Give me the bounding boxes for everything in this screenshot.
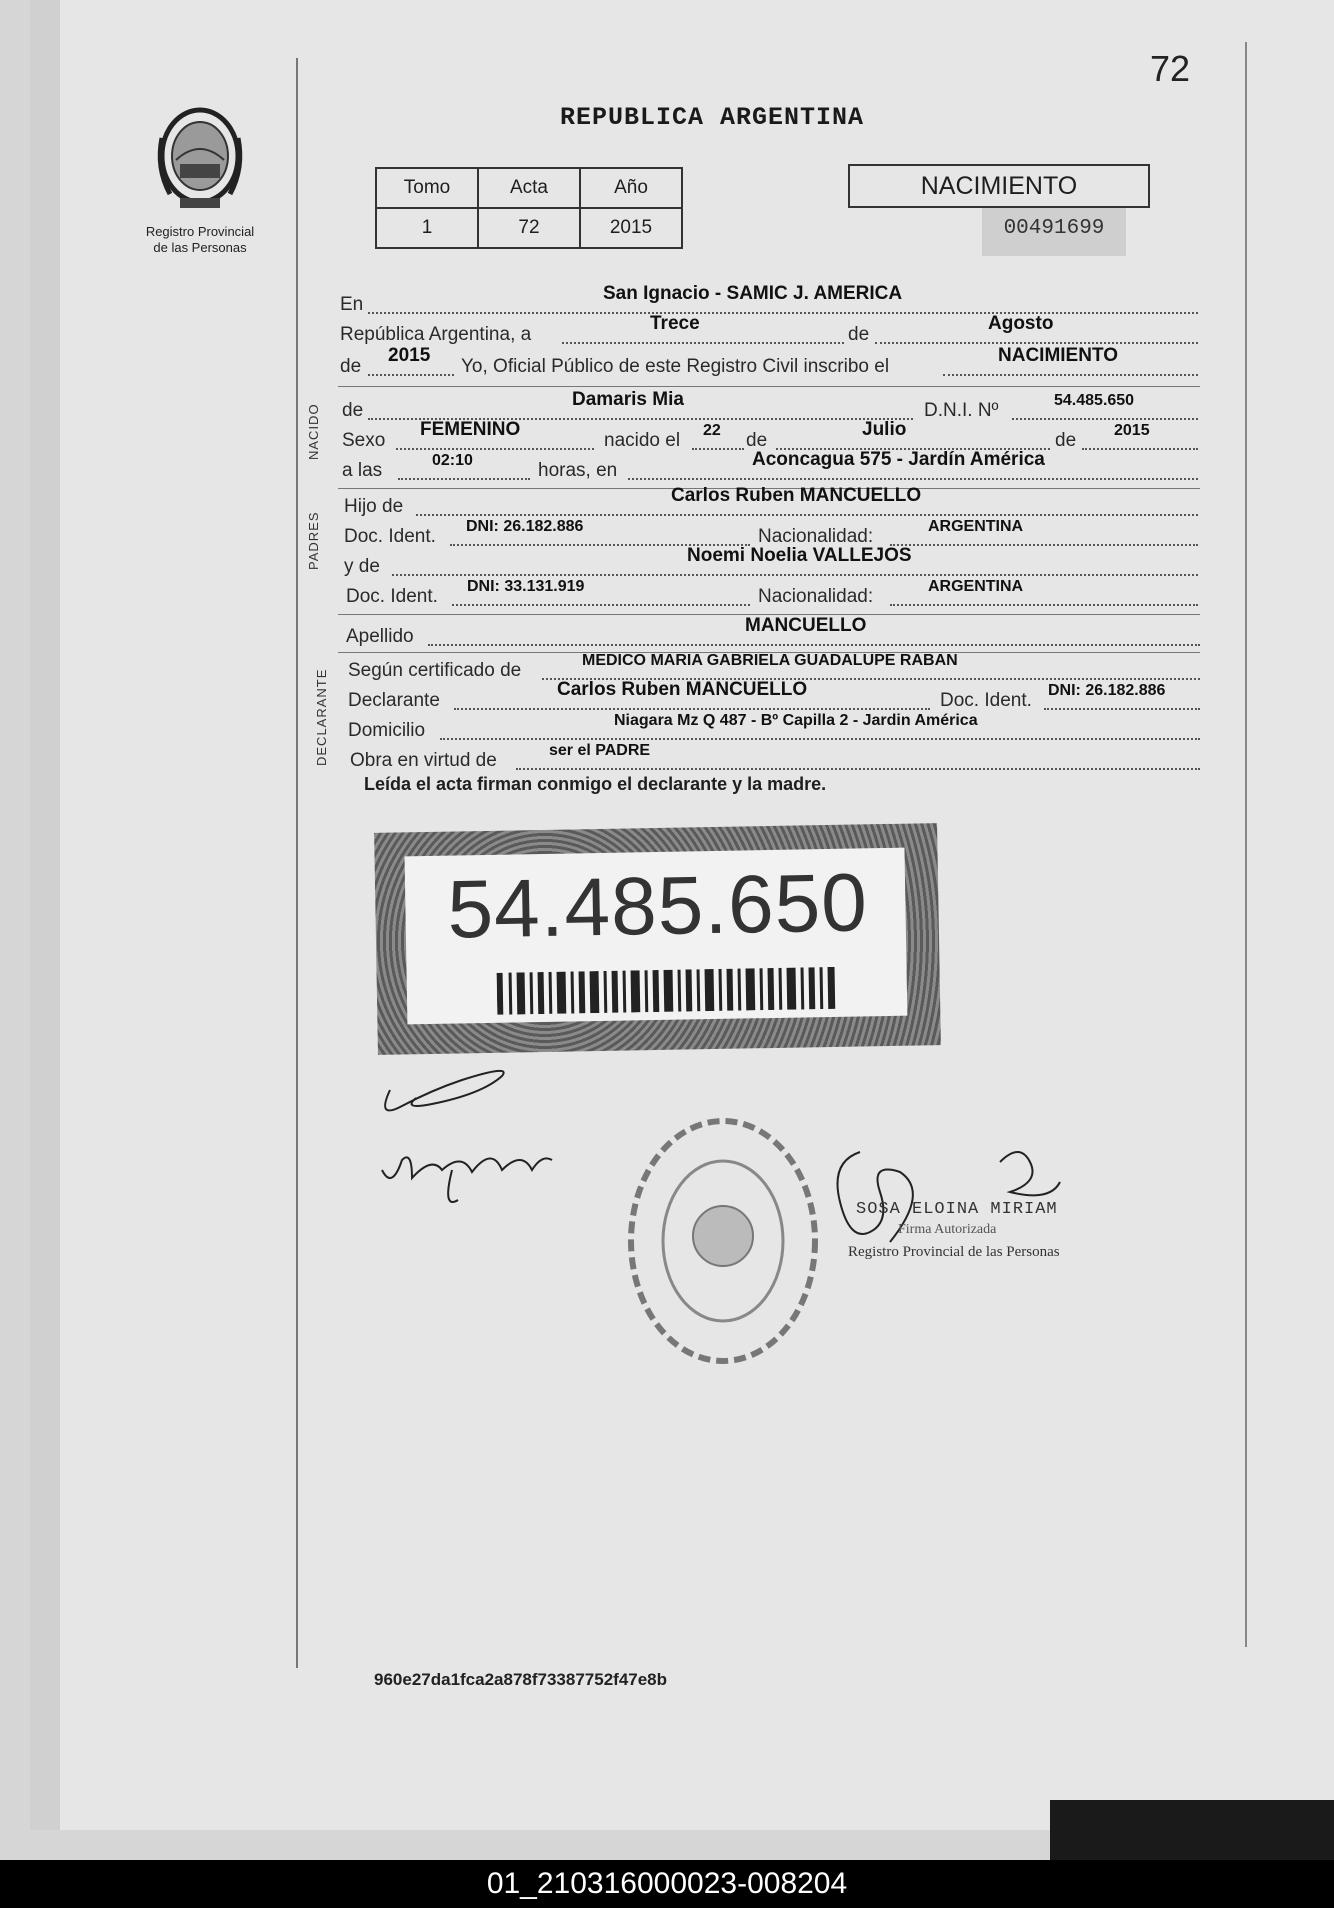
- row-declarante: [0, 679, 1334, 714]
- anio-value: 2015: [388, 345, 431, 366]
- nombre-value: Damaris Mia: [572, 389, 684, 410]
- section-label-padres: PADRES: [306, 511, 321, 570]
- nacido-label: nacido el: [604, 430, 681, 451]
- acta-header-acta: Acta: [478, 168, 580, 208]
- nacionalidad-label: Nacionalidad:: [758, 526, 874, 547]
- footer-id: 01_210316000023-008204: [0, 1860, 1334, 1908]
- apellido-label: Apellido: [346, 626, 414, 647]
- acta-value-acta: 72: [478, 208, 580, 248]
- acta-table-header: [376, 168, 682, 208]
- official-office: Registro Provincial de las Personas: [848, 1244, 1060, 1260]
- nacionalidad-label-2: Nacionalidad:: [758, 586, 874, 607]
- en-label: En: [340, 294, 364, 315]
- row-nombre: [0, 389, 1334, 424]
- dotted-line: [1044, 708, 1200, 710]
- declarante-value: Carlos Ruben MANCUELLO: [557, 679, 808, 700]
- acta-header-tomo: Tomo: [376, 168, 478, 208]
- acta-value-anio: 2015: [580, 208, 682, 248]
- doc-label-3: Doc. Ident.: [940, 690, 1032, 711]
- apellido-value: MANCUELLO: [745, 615, 867, 636]
- dotted-line: [943, 374, 1198, 376]
- dotted-line: [452, 604, 750, 606]
- document-hash: 960e27da1fca2a878f73387752f47e8b: [374, 1670, 668, 1689]
- coat-of-arms-icon: [150, 98, 250, 218]
- scan-background: [1050, 1800, 1334, 1860]
- dni-sticker: [374, 823, 941, 1055]
- dotted-line: [398, 478, 530, 480]
- segun-label: Según certificado de: [348, 660, 522, 681]
- seal-label-line2: de las Personas: [153, 240, 247, 255]
- row-fecha: [0, 313, 1334, 348]
- row-padre: [0, 485, 1334, 520]
- dotted-line: [628, 478, 1198, 480]
- nacimiento-mes: Julio: [862, 419, 907, 440]
- right-margin-line: [1245, 42, 1247, 1647]
- row-domicilio: [0, 712, 1334, 744]
- alas-label: a las: [342, 460, 383, 481]
- acta-table: [375, 167, 683, 249]
- dotted-line: [875, 342, 1198, 344]
- serial-number: 00491699: [982, 208, 1126, 256]
- dotted-line: [428, 644, 1200, 646]
- row-hora: [0, 449, 1334, 484]
- horas-label: horas, en: [538, 460, 618, 481]
- sexo-label: Sexo: [342, 430, 386, 451]
- page-number: 72: [1150, 48, 1191, 89]
- lugar-value: Aconcagua 575 - Jardín América: [752, 449, 1045, 470]
- tipo-value: NACIMIENTO: [998, 345, 1118, 366]
- dotted-line: [416, 514, 1198, 516]
- provincial-seal: [130, 98, 270, 263]
- document-title: REPUBLICA ARGENTINA: [560, 103, 865, 132]
- record-type-box: NACIMIENTO: [848, 164, 1150, 208]
- dia-value: Trece: [650, 313, 700, 334]
- signature-declarante: [372, 1060, 572, 1220]
- closing-statement: Leída el acta firman conmigo el declarante y la madre.: [364, 774, 827, 794]
- nacimiento-anio: 2015: [1114, 422, 1150, 439]
- de-label: de: [848, 324, 870, 345]
- en-value: San Ignacio - SAMIC J. AMERICA: [603, 283, 903, 304]
- row-madre: [0, 545, 1334, 580]
- declarante-doc: DNI: 26.182.886: [1048, 682, 1166, 699]
- dotted-line: [368, 312, 1198, 314]
- doc-label-2: Doc. Ident.: [346, 586, 438, 607]
- acta-header-anio: Año: [580, 168, 682, 208]
- dotted-line: [562, 342, 844, 344]
- mes-value: Agosto: [988, 313, 1054, 334]
- dotted-line: [516, 768, 1200, 770]
- padre-doc: DNI: 26.182.886: [466, 518, 584, 535]
- de-label-4: de: [746, 430, 768, 451]
- obra-label: Obra en virtud de: [350, 750, 497, 771]
- de-label-2: de: [340, 356, 362, 377]
- paper-edge: [30, 0, 60, 1830]
- hospital-stamp: [618, 1106, 828, 1376]
- domicilio-label: Domicilio: [348, 720, 426, 741]
- dotted-line: [396, 448, 594, 450]
- obra-value: ser el PADRE: [549, 742, 651, 759]
- dni-sticker-number: 54.485.650: [446, 857, 869, 956]
- dni-sticker-label: [405, 848, 908, 1025]
- hora-value: 02:10: [432, 452, 473, 469]
- declarante-label: Declarante: [348, 690, 440, 711]
- acta-table-values: [376, 208, 682, 248]
- segun-value: MEDICO MARIA GABRIELA GUADALUPE RABAN: [582, 652, 958, 669]
- madre-value: Noemi Noelia VALLEJOS: [687, 545, 912, 566]
- dni-value: 54.485.650: [1054, 392, 1135, 409]
- sexo-value: FEMENINO: [420, 419, 521, 440]
- yde-label: y de: [344, 556, 380, 577]
- dotted-line: [890, 544, 1198, 546]
- seal-label-line1: Registro Provincial: [145, 224, 255, 239]
- row-sexo: [0, 419, 1334, 454]
- official-name: SOSA ELOINA MIRIAM: [856, 1200, 1058, 1219]
- madre-doc: DNI: 33.131.919: [467, 578, 585, 595]
- row-apellido: [0, 615, 1334, 650]
- dotted-line: [692, 448, 744, 450]
- dotted-line: [1012, 418, 1198, 420]
- domicilio-value: Niagara Mz Q 487 - Bº Capilla 2 - Jardin América: [614, 712, 978, 729]
- oficial-label: Yo, Oficial Público de este Registro Civil inscribo el: [461, 356, 890, 377]
- barcode-icon: [497, 967, 838, 1015]
- nacimiento-dia: 22: [703, 422, 721, 439]
- de-label-3: de: [342, 400, 364, 421]
- hijo-label: Hijo de: [344, 496, 404, 517]
- acta-value-tomo: 1: [376, 208, 478, 248]
- section-label-declarante: DECLARANTE: [314, 668, 329, 766]
- padre-value: Carlos Ruben MANCUELLO: [671, 485, 922, 506]
- section-divider: [338, 386, 1200, 387]
- dotted-line: [1082, 448, 1198, 450]
- row-padre-doc: [0, 518, 1334, 550]
- dotted-line: [454, 708, 930, 710]
- dotted-line: [392, 574, 1198, 576]
- dni-label: D.N.I. Nº: [924, 400, 999, 421]
- republica-label: República Argentina, a: [340, 324, 532, 345]
- de-label-5: de: [1055, 430, 1077, 451]
- section-label-nacido: NACIDO: [306, 403, 321, 460]
- official-role: Firma Autorizada: [898, 1222, 997, 1237]
- row-madre-doc: [0, 578, 1334, 610]
- dotted-line: [890, 604, 1198, 606]
- madre-nacionalidad: ARGENTINA: [928, 578, 1024, 595]
- dotted-line: [368, 374, 454, 376]
- padre-nacionalidad: ARGENTINA: [928, 518, 1024, 535]
- doc-label: Doc. Ident.: [344, 526, 436, 547]
- row-inscripcion: [0, 345, 1334, 380]
- dotted-line: [440, 738, 1200, 740]
- row-obra: [0, 742, 1334, 774]
